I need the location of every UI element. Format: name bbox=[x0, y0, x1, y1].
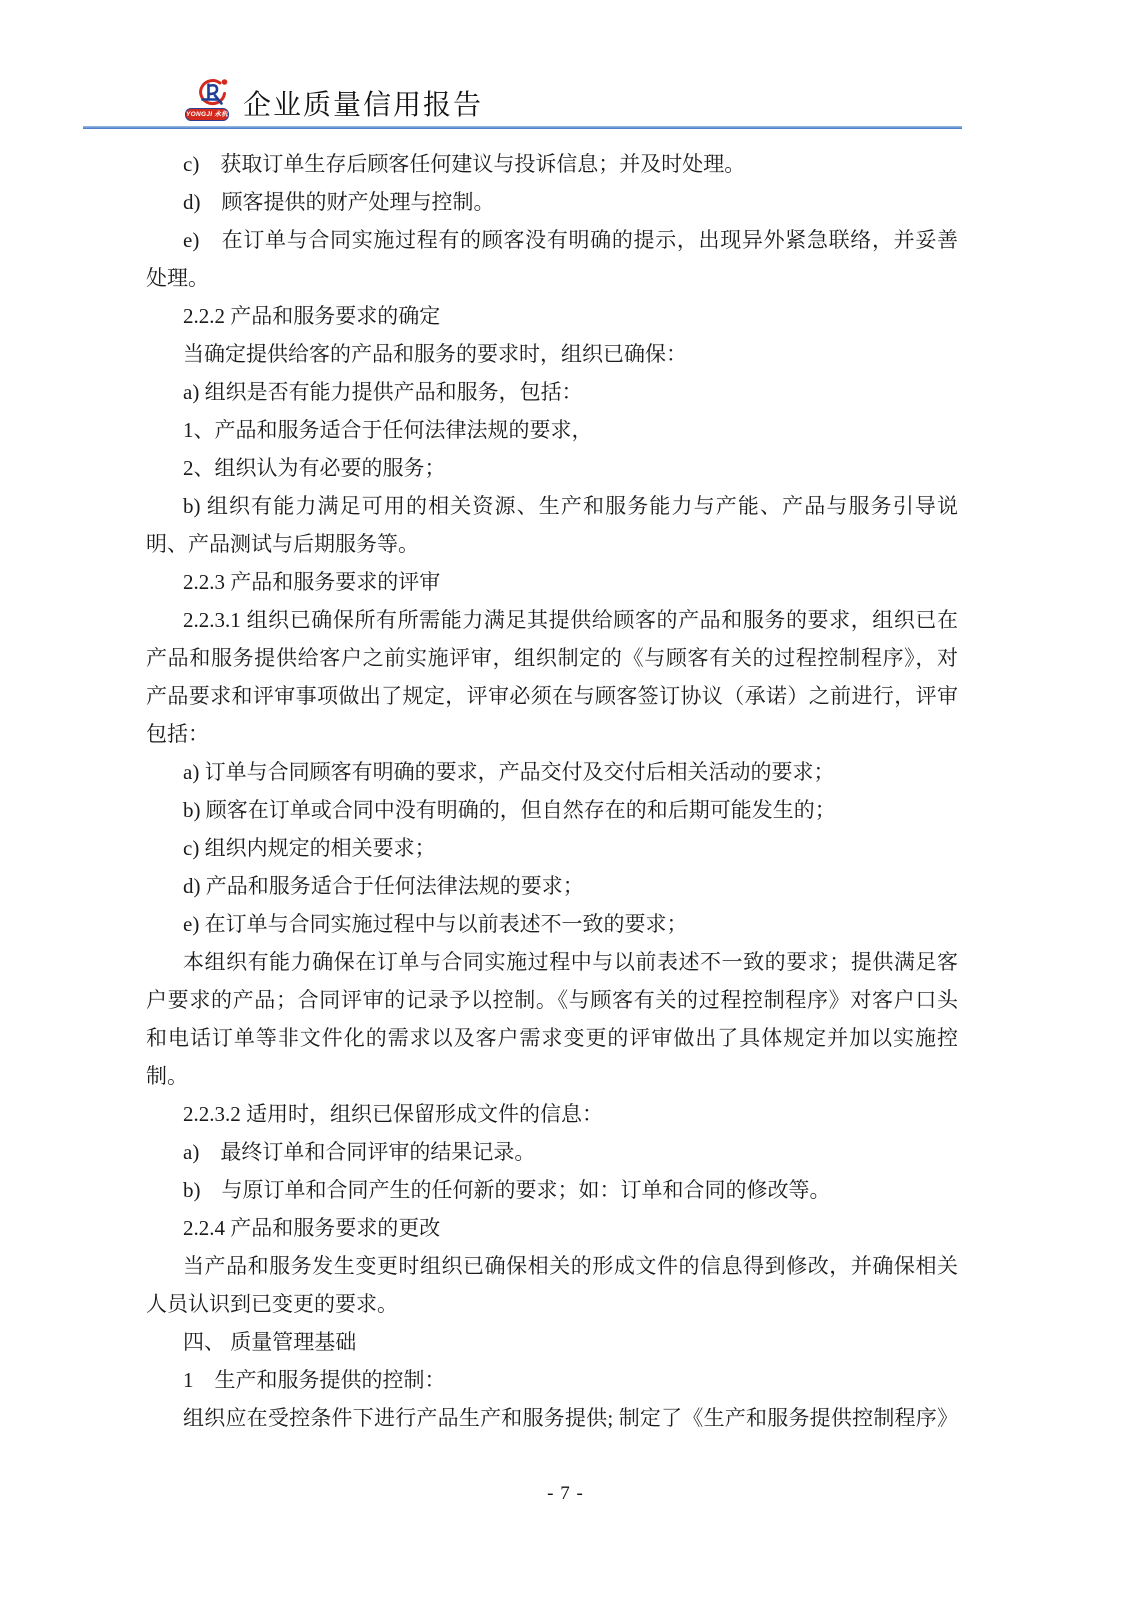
text-line: 户要求的产品；合同评审的记录予以控制。《与顾客有关的过程控制程序》对客户口头 bbox=[146, 988, 958, 1012]
text-line: 人员认识到已变更的要求。 bbox=[146, 1292, 398, 1316]
text-line: 包括： bbox=[146, 722, 209, 746]
document-body bbox=[146, 145, 958, 1437]
text-line: 2.2.3.1 组织已确保所有所需能力满足其提供给顾客的产品和服务的要求，组织已在 bbox=[183, 608, 958, 632]
text-line: 和电话订单等非文件化的需求以及客户需求变更的评审做出了具体规定并加以实施控 bbox=[146, 1026, 958, 1050]
text-line: 2、组织认为有必要的服务； bbox=[183, 456, 446, 480]
text-line: 2.2.3 产品和服务要求的评审 bbox=[183, 570, 441, 594]
text-line: e) 在订单与合同实施过程中与以前表述不一致的要求； bbox=[183, 912, 688, 936]
logo-banner-text: YONGJI 永机 bbox=[185, 108, 229, 121]
text-line: b) 组织有能力满足可用的相关资源、生产和服务能力与产能、产品与服务引导说 bbox=[183, 494, 958, 518]
text-line: 当确定提供给客的产品和服务的要求时，组织已确保： bbox=[183, 342, 687, 366]
text-line: e) 在订单与合同实施过程有的顾客没有明确的提示，出现异外紧急联络，并妥善 bbox=[183, 228, 958, 252]
text-line: 当产品和服务发生变更时组织已确保相关的形成文件的信息得到修改，并确保相关 bbox=[183, 1254, 958, 1278]
text-line: 2.2.2 产品和服务要求的确定 bbox=[183, 304, 441, 328]
text-line: 制。 bbox=[146, 1064, 188, 1088]
text-line: a) 组织是否有能力提供产品和服务，包括： bbox=[183, 380, 583, 404]
text-line: a) 订单与合同顾客有明确的要求，产品交付及交付后相关活动的要求； bbox=[183, 760, 835, 784]
page-number: - 7 - bbox=[547, 1483, 584, 1504]
text-line: a) 最终订单和合同评审的结果记录。 bbox=[183, 1140, 536, 1164]
text-line: d) 产品和服务适合于任何法律法规的要求； bbox=[183, 874, 584, 898]
text-line: d) 顾客提供的财产处理与控制。 bbox=[183, 190, 495, 214]
logo-mark-icon bbox=[191, 78, 231, 108]
text-line: 处理。 bbox=[146, 266, 209, 290]
text-line: 组织应在受控条件下进行产品生产和服务提供; 制定了《生产和服务提供控制程序》 bbox=[183, 1406, 958, 1430]
report-title: 企业质量信用报告 bbox=[243, 90, 484, 121]
text-line: 产品要求和评审事项做出了规定，评审必须在与顾客签订协议（承诺）之前进行，评审 bbox=[146, 684, 958, 708]
text-line: 2.2.3.2 适用时，组织已保留形成文件的信息： bbox=[183, 1102, 603, 1126]
text-line: c) 组织内规定的相关要求； bbox=[183, 836, 436, 860]
text-line: 本组织有能力确保在订单与合同实施过程中与以前表述不一致的要求；提供满足客 bbox=[183, 950, 958, 974]
text-line: 产品和服务提供给客户之前实施评审，组织制定的《与顾客有关的过程控制程序》，对 bbox=[146, 646, 958, 670]
text-line: 2.2.4 产品和服务要求的更改 bbox=[183, 1216, 441, 1240]
header-rule bbox=[83, 126, 962, 129]
page-header bbox=[0, 0, 1131, 130]
company-logo bbox=[185, 78, 245, 124]
text-line: 1 生产和服务提供的控制： bbox=[183, 1368, 446, 1392]
text-line: 明、产品测试与后期服务等。 bbox=[146, 532, 419, 556]
text-line: b) 与原订单和合同产生的任何新的要求；如：订单和合同的修改等。 bbox=[183, 1178, 831, 1202]
text-line: 1、产品和服务适合于任何法律法规的要求， bbox=[183, 418, 593, 442]
text-line: 四、 质量管理基础 bbox=[183, 1330, 357, 1354]
text-line: c) 获取订单生存后顾客任何建议与投诉信息；并及时处理。 bbox=[183, 152, 746, 176]
text-line: b) 顾客在订单或合同中没有明确的，但自然存在的和后期可能发生的； bbox=[183, 798, 836, 822]
